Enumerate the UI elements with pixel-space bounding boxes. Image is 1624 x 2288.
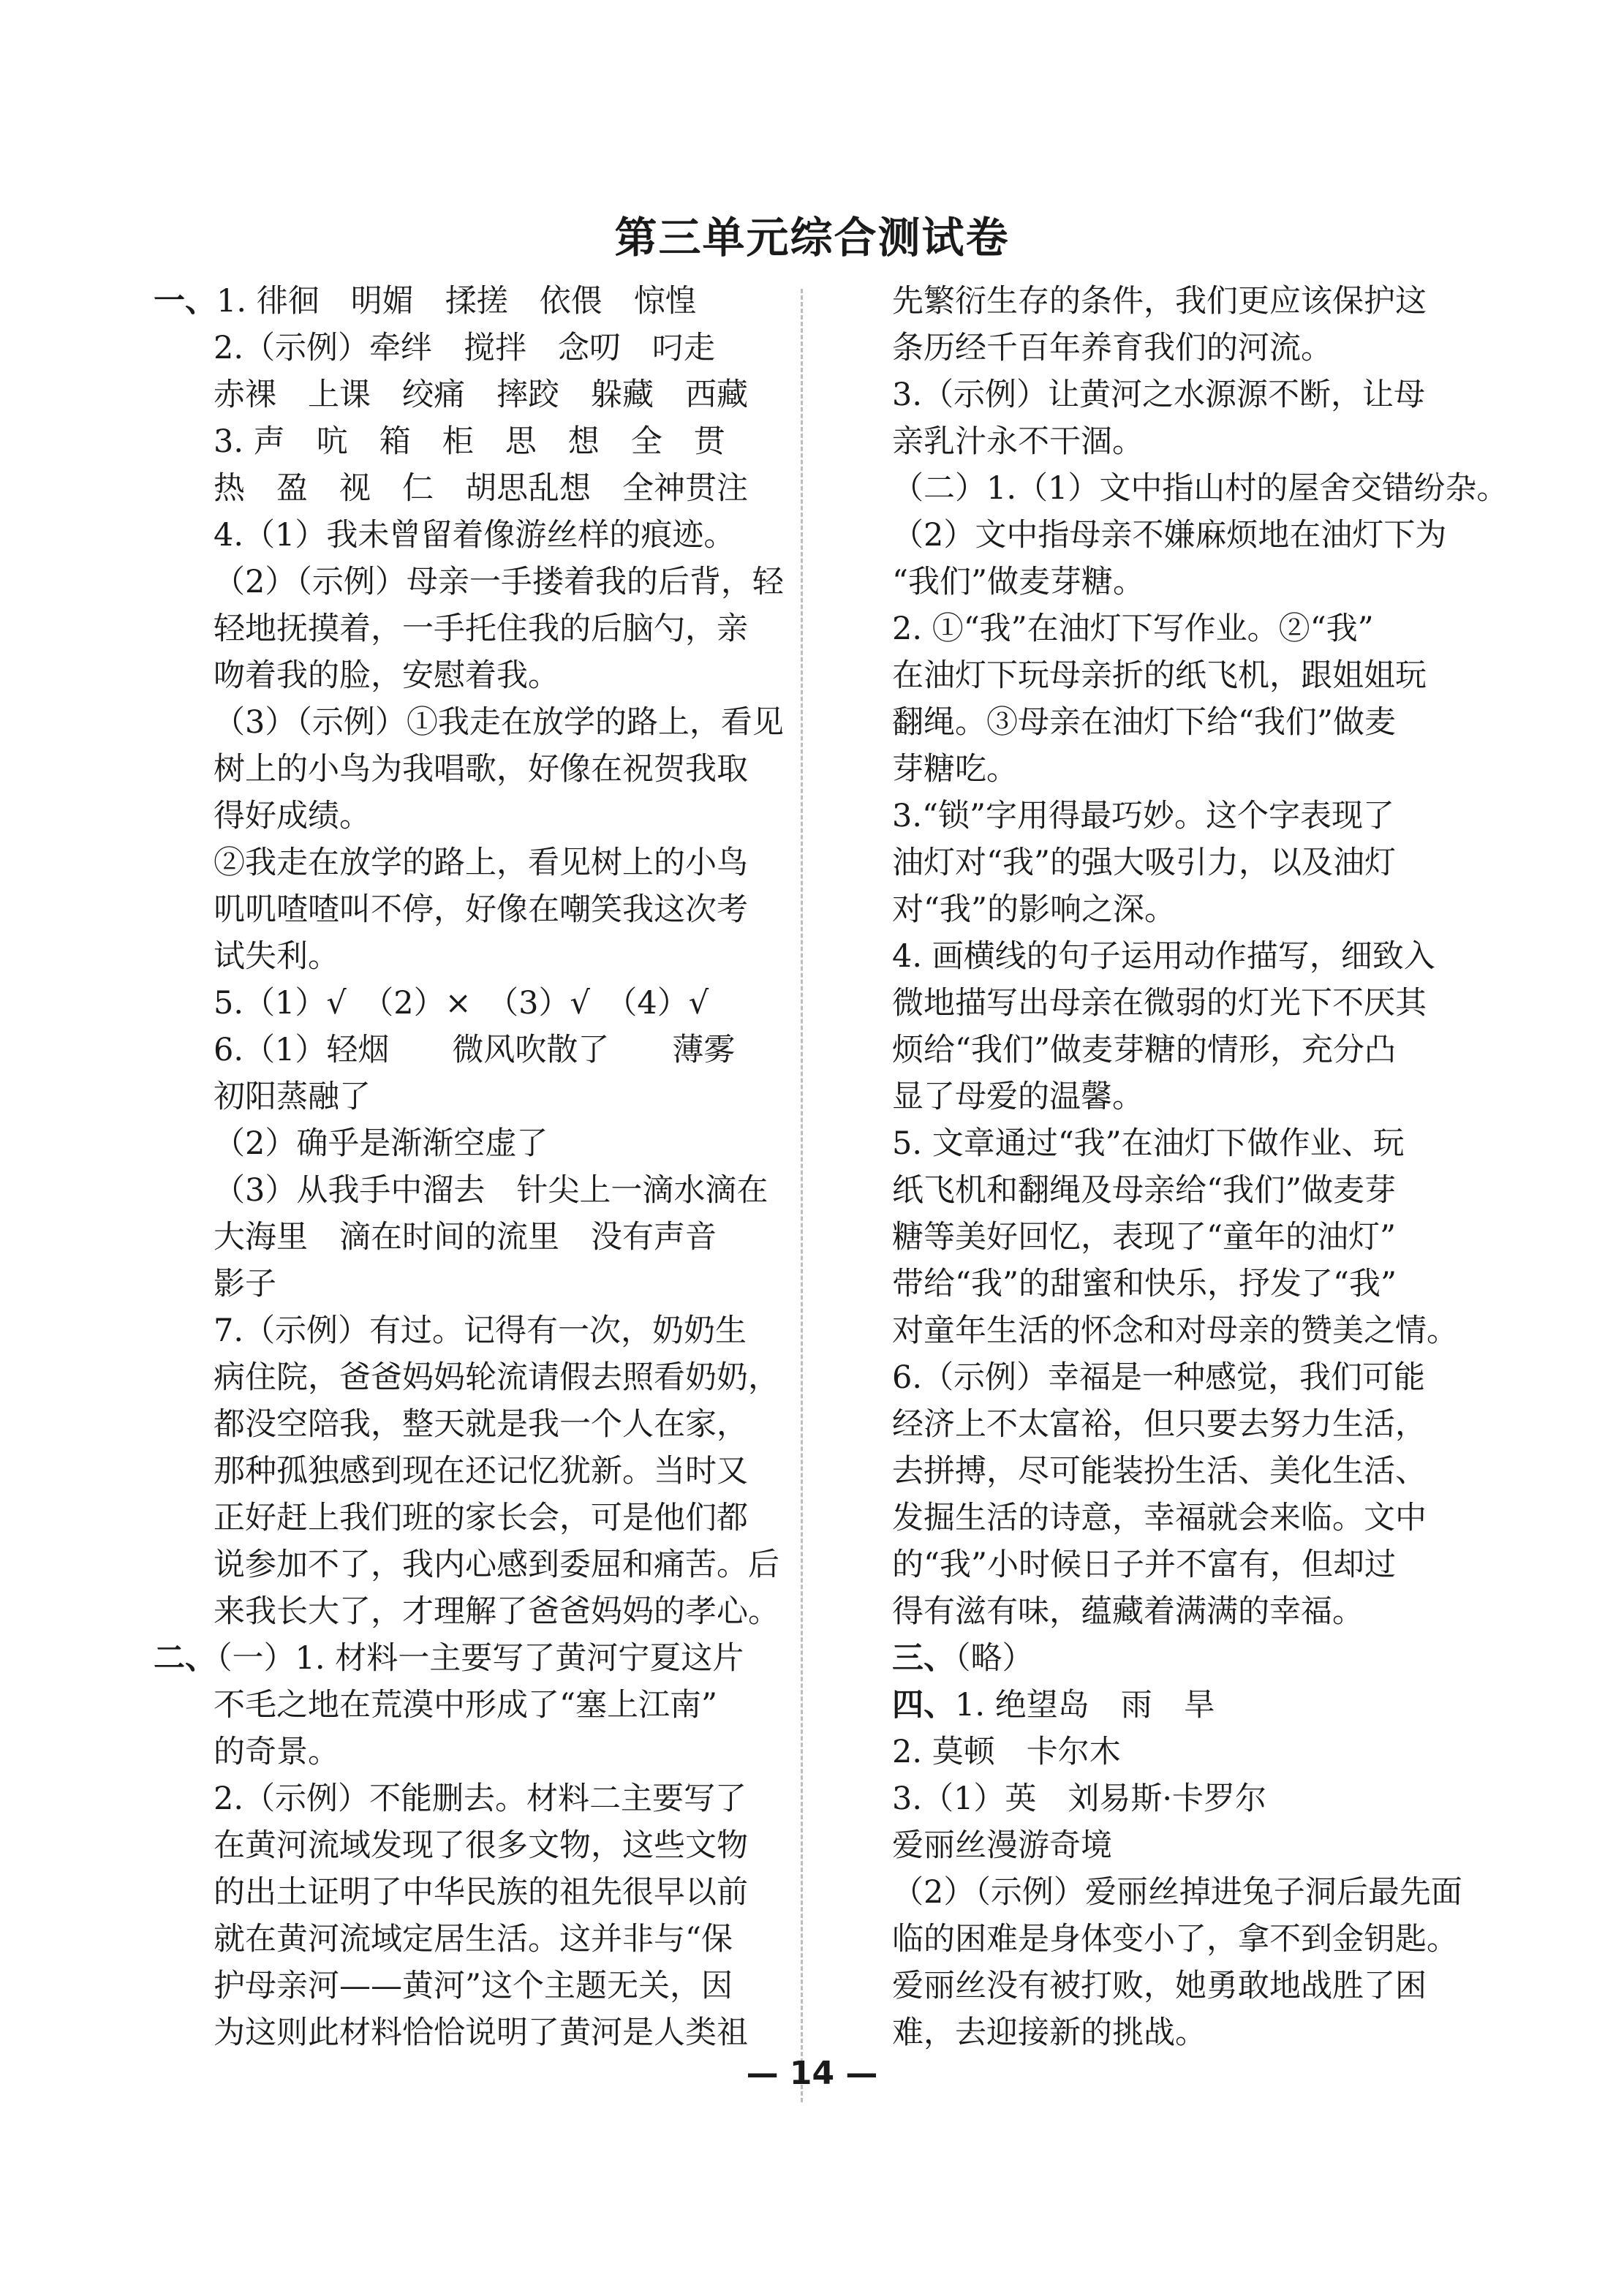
- answer-line: [154, 980, 782, 1027]
- answer-text: 先繁衍生存的条件，我们更应该保护这: [892, 283, 1427, 320]
- answer-text: （3）从我手中溜去 针尖上一滴水滴在: [214, 1172, 768, 1209]
- answer-text: 轻地抚摸着，一手托住我的后脑勺，亲: [214, 611, 748, 647]
- answer-text: （3）（示例）①我走在放学的路上，看见: [214, 704, 784, 741]
- answer-text: 那种孤独感到现在还记忆犹新。当时又: [214, 1453, 748, 1490]
- answer-text: 2.（示例）牵绊 搅拌 念叨 叼走: [214, 330, 716, 366]
- answer-text: （一）1. 材料一主要写了黄河宁夏这片: [216, 1640, 744, 1677]
- answer-line: [154, 1869, 782, 1916]
- answer-text: 芽糖吃。: [892, 751, 1018, 788]
- answer-line: [892, 652, 1455, 699]
- answer-text: （二）1.（1）文中指山村的屋舍交错纷杂。: [892, 470, 1508, 507]
- answer-text: 赤裸 上课 绞痛 摔跤 躲藏 西藏: [214, 377, 748, 413]
- answer-text: 的奇景。: [214, 1734, 339, 1770]
- answer-text: 5. 文章通过“我”在油灯下做作业、玩: [892, 1125, 1405, 1162]
- answer-text: 叽叽喳喳叫不停，好像在嘲笑我这次考: [214, 891, 748, 928]
- answer-text: 2.（示例）不能删去。材料二主要写了: [214, 1781, 747, 1817]
- answer-text: 护母亲河——黄河”这个主题无关，因: [214, 1968, 733, 2004]
- answer-text: 影子: [214, 1266, 276, 1302]
- answer-text: 难，去迎接新的挑战。: [892, 2015, 1206, 2051]
- answer-line: [154, 1401, 782, 1448]
- answer-line: [892, 2009, 1455, 2056]
- answer-line: [154, 418, 782, 465]
- answer-line: [892, 559, 1455, 605]
- answer-text: 得好成绩。: [214, 798, 371, 834]
- answer-text: 7.（示例）有过。记得有一次，奶奶生: [214, 1313, 747, 1349]
- answer-text: 热 盈 视 仁 胡思乱想 全神贯注: [214, 470, 748, 507]
- answer-line: [154, 652, 782, 699]
- answer-text: 烦给“我们”做麦芽糖的情形，充分凸: [892, 1032, 1396, 1068]
- answer-line: [154, 465, 782, 512]
- section-number: 一、: [154, 283, 216, 320]
- answer-line: [154, 2009, 782, 2056]
- section-number: 三、: [892, 1640, 955, 1677]
- answer-line: [154, 1729, 782, 1775]
- answer-line: [154, 1588, 782, 1635]
- answer-text: 2. ①“我”在油灯下写作业。②“我”: [892, 611, 1374, 647]
- answer-text: 条历经千百年养育我们的河流。: [892, 330, 1332, 366]
- answer-text: 不毛之地在荒漠中形成了“塞上江南”: [214, 1687, 717, 1723]
- answer-line: [892, 793, 1455, 839]
- answer-line: [892, 418, 1455, 465]
- section-number: 四、: [892, 1687, 955, 1723]
- answer-text: 3. 声 吭 箱 柜 思 想 全 贯: [214, 423, 725, 460]
- answer-line: [892, 933, 1455, 980]
- answer-text: 临的困难是身体变小了，拿不到金钥匙。: [892, 1921, 1458, 1957]
- answer-text: 得有滋有味，蕴藏着满满的幸福。: [892, 1593, 1364, 1630]
- answer-line: [892, 1916, 1458, 1963]
- column-divider: [801, 289, 803, 2102]
- answer-line: [892, 1354, 1455, 1401]
- answer-line: [892, 1822, 1455, 1869]
- answer-text: （略）: [955, 1640, 1034, 1677]
- answer-text: 亲乳汁永不干涸。: [892, 423, 1144, 460]
- answer-text: 大海里 滴在时间的流里 没有声音: [214, 1219, 717, 1256]
- answer-text: 5.（1）√ （2）× （3）√ （4）√: [214, 985, 709, 1022]
- answer-line: [892, 1775, 1455, 1822]
- answer-text: 2. 莫顿 卡尔木: [892, 1734, 1121, 1770]
- section-number: 二、: [154, 1640, 216, 1677]
- answer-line: [154, 1495, 782, 1541]
- answer-text: 油灯对“我”的强大吸引力，以及油灯: [892, 845, 1396, 881]
- answer-line: [892, 371, 1455, 418]
- answer-line: [892, 512, 1455, 559]
- answer-text: ②我走在放学的路上，看见树上的小鸟: [214, 845, 748, 881]
- answer-line: [892, 278, 1455, 325]
- answer-line: [892, 886, 1455, 933]
- answer-text: 3.“锁”字用得最巧妙。这个字表现了: [892, 798, 1394, 834]
- answer-text: 试失利。: [214, 938, 339, 975]
- answer-text: 对童年生活的怀念和对母亲的赞美之情。: [892, 1313, 1458, 1349]
- answer-text: 病住院，爸爸妈妈轮流请假去照看奶奶，: [214, 1359, 779, 1396]
- page-title: 第三单元综合测试卷: [614, 213, 1010, 263]
- answer-line: [892, 325, 1455, 371]
- answer-line: [154, 1682, 782, 1729]
- answer-line: [892, 980, 1455, 1027]
- answer-line: [154, 1120, 782, 1167]
- answer-line: [892, 1541, 1455, 1588]
- answer-text: 1. 徘徊 明媚 揉搓 依偎 惊惶: [216, 283, 697, 320]
- answer-text: 糖等美好回忆，表现了“童年的油灯”: [892, 1219, 1396, 1256]
- answer-line: [892, 465, 1508, 512]
- answer-line: [892, 1495, 1455, 1541]
- answer-text: （2）确乎是渐渐空虚了: [214, 1125, 548, 1162]
- answer-line: [154, 512, 782, 559]
- answer-text: （2）文中指母亲不嫌麻烦地在油灯下为: [892, 517, 1447, 554]
- answer-text: 4. 画横线的句子运用动作描写，细致入: [892, 938, 1435, 975]
- answer-text: 为这则此材料恰恰说明了黄河是人类祖: [214, 2015, 748, 2051]
- answer-text: 的“我”小时候日子并不富有，但却过: [892, 1547, 1396, 1583]
- answer-text: 在油灯下玩母亲折的纸飞机，跟姐姐玩: [892, 657, 1427, 694]
- answer-text: 在黄河流域发现了很多文物，这些文物: [214, 1827, 748, 1864]
- answer-text: 微地描写出母亲在微弱的灯光下不厌其: [892, 985, 1427, 1022]
- answer-text: 的出土证明了中华民族的祖先很早以前: [214, 1874, 748, 1911]
- answer-text: 初阳蒸融了: [214, 1079, 371, 1115]
- right-column: [892, 278, 1508, 2056]
- answer-line: [154, 1541, 782, 1588]
- answer-text: 6.（示例）幸福是一种感觉，我们可能: [892, 1359, 1426, 1396]
- answer-text: 正好赶上我们班的家长会，可是他们都: [214, 1500, 748, 1536]
- answer-line: [892, 1682, 1455, 1729]
- answer-line: [892, 699, 1455, 746]
- answer-text: “我们”做麦芽糖。: [892, 564, 1144, 600]
- answer-line: [154, 793, 782, 839]
- answer-line: [154, 1214, 782, 1261]
- answer-line: [892, 1588, 1455, 1635]
- answer-line: [154, 1261, 782, 1307]
- answer-line: [892, 1073, 1455, 1120]
- answer-text: 翻绳。③母亲在油灯下给“我们”做麦: [892, 704, 1396, 741]
- answer-line: [154, 278, 782, 325]
- answer-line: [154, 1167, 782, 1214]
- answer-line: [154, 1635, 782, 1682]
- page-number: — 14 —: [746, 2055, 878, 2092]
- answer-text: 6.（1）轻烟 微风吹散了 薄雾: [214, 1032, 736, 1068]
- answer-text: 吻着我的脸，安慰着我。: [214, 657, 559, 694]
- answer-line: [892, 605, 1455, 652]
- answer-line: [154, 933, 782, 980]
- answer-line: [892, 1729, 1455, 1775]
- answer-text: 纸飞机和翻绳及母亲给“我们”做麦芽: [892, 1172, 1396, 1209]
- answer-line: [154, 1963, 782, 2009]
- answer-line: [892, 1167, 1455, 1214]
- answer-text: 显了母爱的温馨。: [892, 1079, 1144, 1115]
- answer-line: [154, 1354, 782, 1401]
- answer-line: [154, 699, 782, 746]
- answer-text: 3.（1）英 刘易斯·卡罗尔: [892, 1781, 1267, 1817]
- answer-line: [154, 605, 782, 652]
- answer-text: 去拼搏，尽可能装扮生活、美化生活、: [892, 1453, 1427, 1490]
- answer-line: [154, 1073, 782, 1120]
- answer-text: 来我长大了，才理解了爸爸妈妈的孝心。: [214, 1593, 779, 1630]
- answer-text: 3.（示例）让黄河之水源源不断，让母: [892, 377, 1426, 413]
- answer-text: 都没空陪我，整天就是我一个人在家，: [214, 1406, 748, 1443]
- answer-line: [892, 1261, 1455, 1307]
- answer-text: （2）（示例）爱丽丝掉进兔子洞后最先面: [892, 1874, 1462, 1911]
- answer-text: 经济上不太富裕，但只要去努力生活，: [892, 1406, 1427, 1443]
- left-column: [154, 278, 782, 2056]
- answer-text: 1. 绝望岛 雨 旱: [955, 1687, 1215, 1723]
- answer-line: [892, 1401, 1455, 1448]
- answer-line: [892, 1307, 1458, 1354]
- answer-line: [892, 1963, 1455, 2009]
- answer-text: 发掘生活的诗意，幸福就会来临。文中: [892, 1500, 1427, 1536]
- answer-line: [154, 1307, 782, 1354]
- answer-line: [154, 1916, 782, 1963]
- answer-text: 爱丽丝没有被打败，她勇敢地战胜了困: [892, 1968, 1427, 2004]
- answer-text: 对“我”的影响之深。: [892, 891, 1176, 928]
- answer-line: [892, 1869, 1462, 1916]
- answer-line: [892, 1027, 1455, 1073]
- answer-line: [154, 559, 782, 605]
- answer-line: [154, 325, 782, 371]
- answer-line: [154, 1448, 782, 1495]
- answer-line: [154, 1822, 782, 1869]
- answer-line: [892, 746, 1455, 793]
- answer-text: 爱丽丝漫游奇境: [892, 1827, 1112, 1864]
- answer-line: [154, 839, 782, 886]
- answer-line: [892, 1448, 1455, 1495]
- answer-text: 4.（1）我未曾留着像游丝样的痕迹。: [214, 517, 736, 554]
- answer-line: [154, 1775, 782, 1822]
- answer-line: [892, 839, 1455, 886]
- answer-line: [892, 1214, 1455, 1261]
- answer-line: [892, 1120, 1455, 1167]
- answer-line: [154, 371, 782, 418]
- answer-text: 就在黄河流域定居生活。这并非与“保: [214, 1921, 733, 1957]
- answer-line: [154, 746, 782, 793]
- answer-line: [154, 1027, 782, 1073]
- answer-line: [154, 886, 782, 933]
- answer-text: 说参加不了，我内心感到委屈和痛苦。后: [214, 1547, 779, 1583]
- answer-line: [892, 1635, 1455, 1682]
- answer-text: 树上的小鸟为我唱歌，好像在祝贺我取: [214, 751, 748, 788]
- answer-text: （2）（示例）母亲一手搂着我的后背，轻: [214, 564, 784, 600]
- answer-text: 带给“我”的甜蜜和快乐，抒发了“我”: [892, 1266, 1397, 1302]
